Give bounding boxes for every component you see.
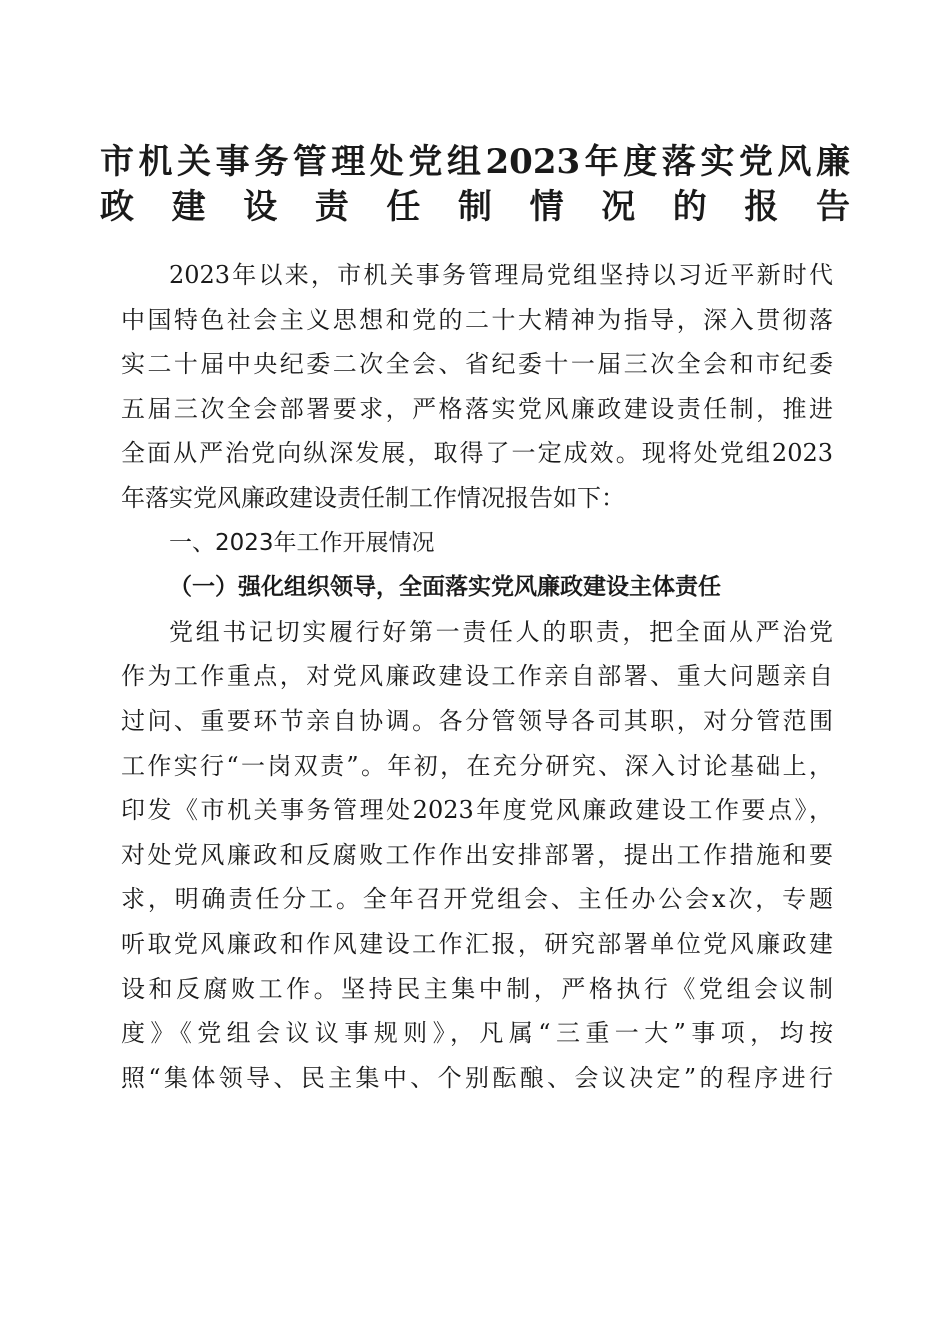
paragraph-leadership [121,610,833,1101]
title-line-2: 政建设责任制情况的报告 [100,186,850,227]
paragraph-line: 年落实党风廉政建设责任制工作情况报告如下： [121,483,625,512]
paragraph-line: 中国特色社会主义思想和党的二十大精神为指导，深入贯彻落 [121,305,833,334]
paragraph-line: 照“集体领导、民主集中、个别酝酿、会议决定”的程序进行 [121,1063,833,1092]
document-body [121,253,833,1100]
subsection-heading: （一）强化组织领导，全面落实党风廉政建设主体责任 [169,573,721,601]
paragraph-line: 对处党风廉政和反腐败工作作出安排部署，提出工作措施和要 [121,840,833,869]
paragraph-line: 全面从严治党向纵深发展，取得了一定成效。现将处党组2023 [121,439,833,468]
paragraph-intro [121,253,833,521]
paragraph-line: 2023年以来，市机关事务管理局党组坚持以习近平新时代 [169,261,833,289]
paragraph-line: 印发《市机关事务管理处2023年度党风廉政建设工作要点》， [121,796,833,825]
paragraph-line: 设和反腐败工作。坚持民主集中制，严格执行《党组会议制 [121,974,833,1003]
document-title [100,138,850,227]
paragraph-line: 过问、重要环节亲自协调。各分管领导各司其职，对分管范围 [121,706,833,735]
paragraph-line: 求，明确责任分工。全年召开党组会、主任办公会x次，专题 [121,885,833,914]
paragraph-line: 作为工作重点，对党风廉政建设工作亲自部署、重大问题亲自 [121,662,833,691]
paragraph-line: 听取党风廉政和作风建设工作汇报，研究部署单位党风廉政建 [121,929,833,958]
paragraph-line: 党组书记切实履行好第一责任人的职责，把全面从严治党 [169,617,833,646]
title-line-1: 市机关事务管理处党组2023年度落实党风廉 [100,142,850,182]
paragraph-line: 实二十届中央纪委二次全会、省纪委十一届三次全会和市纪委 [121,350,833,379]
paragraph-line: 工作实行“一岗双责”。年初，在充分研究、深入讨论基础上， [121,751,833,780]
section-heading: 一、2023年工作开展情况 [169,529,435,556]
paragraph-line: 度》《党组会议议事规则》，凡属“三重一大”事项，均按 [121,1019,833,1048]
paragraph-line: 五届三次全会部署要求，严格落实党风廉政建设责任制，推进 [121,394,833,423]
